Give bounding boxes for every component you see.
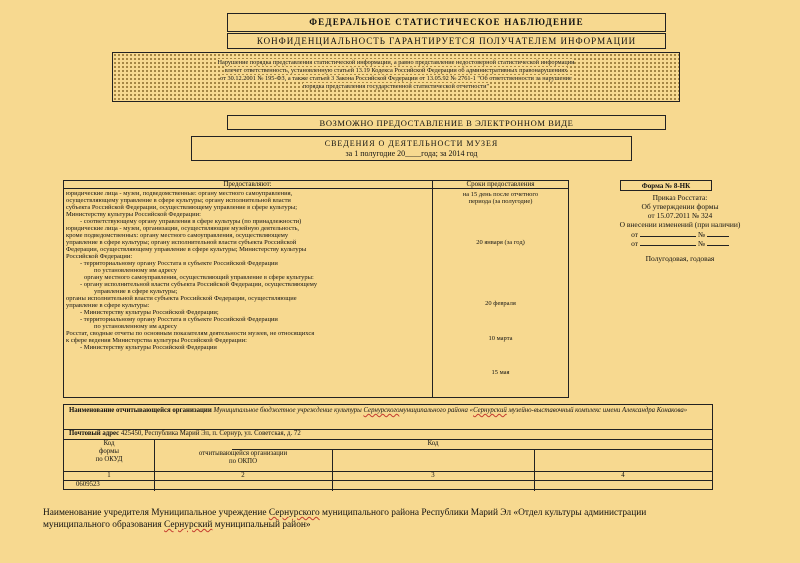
col-number-4: 4 [621, 472, 625, 479]
report-title-box [191, 136, 632, 161]
submitter-line: по установленному им адресу [94, 323, 177, 331]
approval-label: Об утверждении формы [641, 202, 719, 212]
submitter-line: Министерству культуры Российской Федерации: [66, 211, 201, 219]
table-header-divider [63, 188, 569, 189]
table-column-divider [432, 180, 433, 398]
submitter-line: юридические лица - музеи, организации, осуществляющие музейную деятельность, [66, 225, 300, 233]
deadline-half-year: на 15 день после отчетного периода (за полугодие) [462, 191, 539, 206]
submitter-line: - органу исполнительной власти субъекта Российской Федерации, осуществляющему [80, 281, 318, 289]
deadline-may: 15 мая [491, 369, 510, 376]
confidentiality-notice: КОНФИДЕНЦИАЛЬНОСТЬ ГАРАНТИРУЕТСЯ ПОЛУЧАТЕЛЕМ ИНФОРМАЦИИ [227, 33, 666, 49]
code-header: Код [427, 440, 439, 447]
submitter-line: юридические лица - музеи, подведомственные: органу местного самоуправления, [66, 190, 293, 197]
submitter-line: осуществляющему управление в сфере культуры; органу исполнительной власти [66, 197, 291, 205]
col-number-1: 1 [107, 472, 111, 479]
legal-notice-line: влечет ответственность, установленную статьей 13.19 Кодекса Российской Федерации об административных правонарушениях [224, 66, 568, 74]
submitters-list [66, 190, 430, 351]
reporting-frequency: Полугодовая, годовая [645, 253, 715, 263]
order-label: Приказ Росстата: [652, 193, 708, 202]
submitter-line: Российской Федерации: [66, 253, 133, 261]
legal-notice-line: Нарушение порядка представления статистической информации, а равно представление недостоверной статистической информации [217, 59, 575, 66]
organization-name: Наименование отчитывающейся организации Муниципальное бюджетное учреждение культуры Сернурскогомуниципального района «Сернурский музейно-выставочный комплекс имени Александра Конакова» [69, 407, 688, 414]
postal-address: Почтовый адрес 425450, Республика Марий Эл, п. Сернур, ул. Советская, д. 72 [69, 430, 301, 437]
legal-notice [112, 52, 680, 102]
submitter-line: по установленному им адресу [94, 267, 177, 275]
legal-notice-line: порядка представления государственной статистической отчетности" [302, 82, 490, 90]
submitter-line: органу местного самоуправления, осуществляющий управление в сфере культуры: [84, 274, 314, 282]
submitter-line: к сфере ведения Министерства культуры Российской Федерации: [66, 337, 247, 345]
form-approval-info [600, 193, 760, 263]
electronic-submission-notice: ВОЗМОЖНО ПРЕДОСТАВЛЕНИЕ В ЭЛЕКТРОННОМ ВИДЕ [227, 115, 666, 130]
form-number: Форма № 8-НК [620, 180, 712, 191]
column-header-deadlines: Сроки предоставления [466, 180, 535, 188]
founder-name: Наименование учредителя Муниципальное учреждение Сернурского муниципального района Республики Марий Эл «Отдел культуры администрации муниципального образования Сернурский муниципальный район» [43, 508, 647, 531]
okud-code: 0609523 [76, 481, 100, 488]
submitter-line: - территориальному органу Росстата в субъекте Российской Федерации [80, 316, 278, 324]
submitter-line: - Министерству культуры Российской Федерации; [80, 309, 219, 317]
column-header-submitters: Предоставляют: [223, 180, 272, 188]
changes-blank-2: от № [600, 239, 760, 248]
report-period: за 1 полугодие 20____года; за 2014 год [345, 148, 478, 158]
approval-date: от 15.07.2011 № 324 [647, 211, 713, 221]
col-number-3: 3 [431, 472, 435, 479]
submitter-line: - Министерству культуры Российской Федерации [80, 344, 217, 352]
report-title: СВЕДЕНИЯ О ДЕЯТЕЛЬНОСТИ МУЗЕЯ [324, 139, 499, 148]
col-number-2: 2 [241, 472, 245, 479]
form-title: ФЕДЕРАЛЬНОЕ СТАТИСТИЧЕСКОЕ НАБЛЮДЕНИЕ [227, 13, 666, 32]
submitter-line: управление в сфере культуры: [66, 302, 150, 310]
legal-notice-line: от 30.12.2001 № 195-ФЗ, а также статьей 3 Закона Российской Федерации от 13.05.92 № 2761-1 "Об ответственности за нарушение [220, 74, 572, 82]
organization-table [63, 404, 713, 490]
changes-label: О внесении изменений (при наличии) [619, 220, 741, 230]
submitter-line: органы исполнительной власти субъекта Российской Федерации, осуществляющие [66, 295, 297, 303]
submitter-line: субъекта Российской Федерации, осуществляющему управление в сфере культуры; [66, 204, 298, 212]
changes-blank-1: от № [600, 230, 760, 239]
deadline-annual: 20 января (за год) [476, 239, 525, 246]
submitter-line: управление в сфере культуры; органу исполнительной власти субъекта Российской [66, 239, 297, 247]
deadline-february: 20 февраля [485, 300, 516, 307]
submitter-line: управление в сфере культуры; [94, 288, 178, 296]
okpo-header: отчитывающейся организации по ОКПО [198, 450, 288, 465]
submitter-line: кроме подведомственных: органу местного самоуправления, осуществляющему [66, 232, 289, 240]
submitter-line: Федерации, осуществляющему управление в сфере культуры; Министерству культуры [66, 246, 307, 254]
submitter-line: Росстат, сводные отчеты по основным показателям деятельности музеев, не относящихся [66, 330, 315, 338]
submitter-line: - территориальному органу Росстата в субъекте Российской Федерации [80, 260, 278, 268]
submitter-line: - соответствующему органу управления в сфере культуры (по принадлежности) [80, 218, 302, 226]
deadline-march: 10 марта [488, 335, 513, 342]
okud-header: Код формы по ОКУД [95, 440, 123, 463]
